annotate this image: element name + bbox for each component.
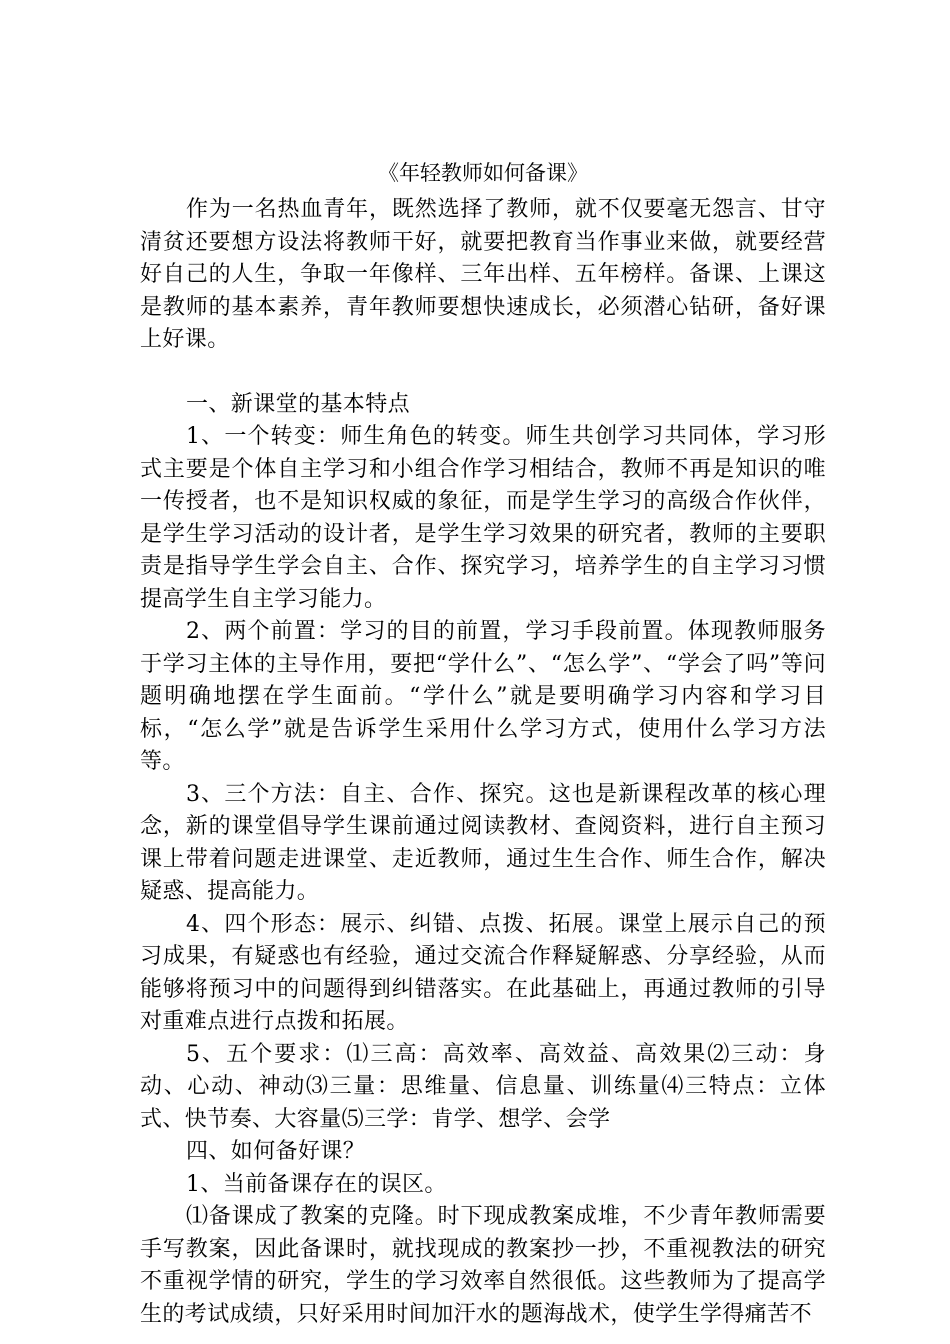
section1-item-4: 4、四个形态：展示、纠错、点拨、拓展。课堂上展示自己的预习成果，有疑惑也有经验，通过交流合作释疑解惑、分享经验，从而能够将预习中的问题得到纠错落实。在此基础上，再通过教师的引导对重难点进行点拨和拓展。 [140,911,826,1034]
section1-item-5: 5、五个要求：⑴三高：高效率、高效益、高效果⑵三动：身动、心动、神动⑶三量：思维量、信息量、训练量⑷三特点：立体式、快节奏、大容量⑸三学：肯学、想学、会学 [140,1041,826,1132]
section-heading-1: 一、新课堂的基本特点 [186,391,411,417]
section-heading-4: 四、如何备好课？ [186,1139,366,1164]
document-page [140,158,826,1331]
section1-item-3: 3、三个方法：自主、合作、探究。这也是新课程改革的核心理念，新的课堂倡导学生课前通过阅读教材、查阅资料，进行自主预习课上带着问题走进课堂、走近教师，通过生生合作、师生合作，解决疑惑、提高能力。 [140,781,826,904]
paragraph-gap [140,357,826,389]
section4-item-1: ⑴备课成了教案的克隆。时下现成教案成堆，不少青年教师需要手写教案，因此备课时，就找现成的教案抄一抄，不重视教法的研究不重视学情的研究，学生的学习效率自然很低。这些教师为了提高学生的考试成绩，只好采用时间加汗水的题海战术，使学生学得痛苦不 [140,1204,826,1327]
document-title: 《年轻教师如何备课》 [378,161,588,185]
section1-item-2: 2、两个前置：学习的目的前置，学习手段前置。体现教师服务于学习主体的主导作用，要把“学什么”、“怎么学”、“学会了吗”等问题明确地摆在学生面前。“学什么”就是要明确学习内容和学习目标，“怎么学”就是告诉学生采用什么学习方式，使用什么学习方法等。 [140,619,826,774]
section4-subheading-1: 1、当前备课存在的误区。 [186,1171,447,1197]
section1-item-1: 1、一个转变：师生角色的转变。师生共创学习共同体，学习形式主要是个体自主学习和小组合作学习相结合，教师不再是知识的唯一传授者，也不是知识权威的象征，而是学生学习的高级合作伙伴，是学生学习活动的设计者，是学生学习效果的研究者，教师的主要职责是指导学生学会自主、合作、探究学习，培养学生的自主学习习惯提高学生自主学习能力。 [140,424,826,612]
intro-paragraph: 作为一名热血青年，既然选择了教师，就不仅要毫无怨言、甘守清贫还要想方设法将教师干好，就要把教育当作事业来做，就要经营好自己的人生，争取一年像样、三年出样、五年榜样。备课、上课这是教师的基本素养，青年教师要想快速成长，必须潜心钻研，备好课上好课。 [140,197,826,352]
